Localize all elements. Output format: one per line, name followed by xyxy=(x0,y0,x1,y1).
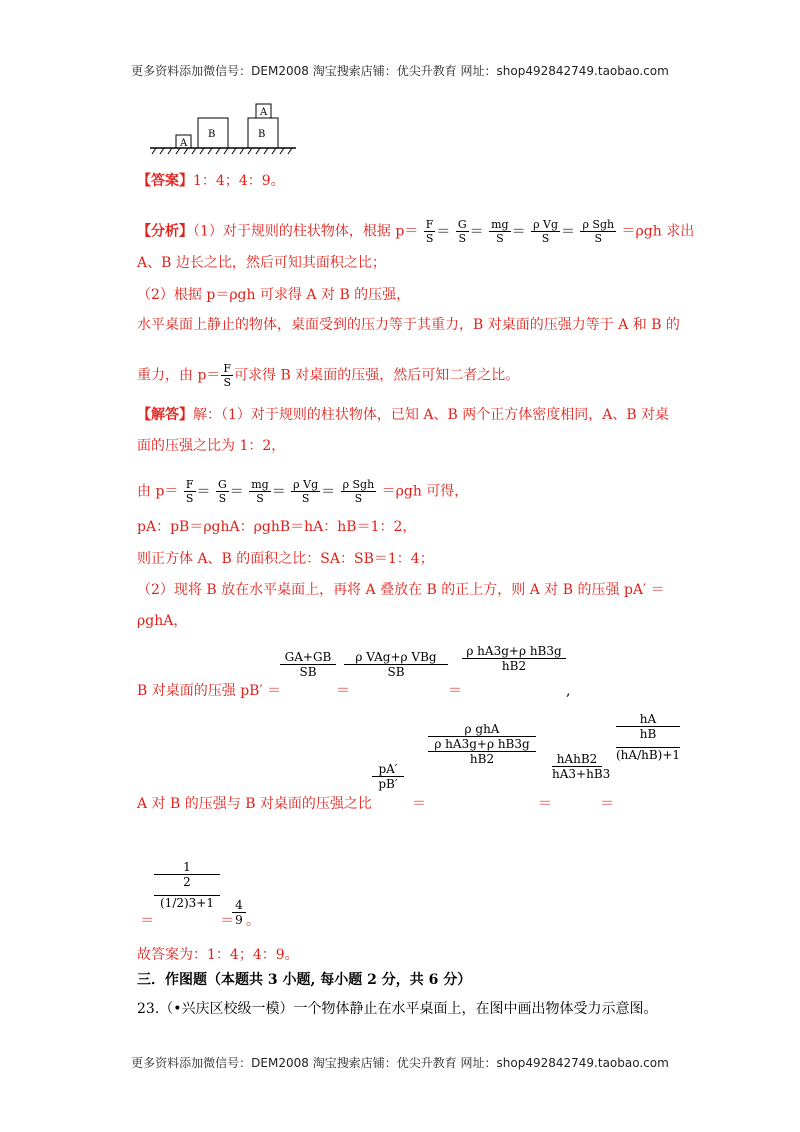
question-23: 23.（•兴庆区校级一模）一个物体静止在水平桌面上，在图中画出物体受力示意图。 xyxy=(137,1001,658,1017)
solution-line-1: 【解答】解：（1）对于规则的柱状物体，已知 A、B 两个正方体密度相同，A、B 对桌 xyxy=(137,407,670,423)
final-answer: 故答案为：1：4；4：9。 xyxy=(137,947,299,963)
answer: 【答案】1：4；4：9。 xyxy=(137,173,285,189)
frac-pa-pb: pA′ pB′ xyxy=(372,762,404,791)
label-b2: B xyxy=(258,129,266,140)
analysis-line-1: 【分析】（1）对于规则的柱状物体，根据 p＝ $\frac{F}{S}$ ＝ $\frac{G}{S}$ ＝ $\frac{mg}{S}$ ＝ $\frac{\text{ρ Vg}}{S}$ ＝ $\frac{\text{ρ Sgh}}{S}$ ＝ρgh 求出 xyxy=(137,218,695,245)
blocks-figure xyxy=(148,100,298,156)
frac-ha-over-hb: hA hB (hA/hB)+1 xyxy=(616,712,681,762)
label-a2: A xyxy=(260,107,268,118)
analysis-line-4: 水平桌面上静止的物体，桌面受到的压力等于其重力，B 对桌面的压强力等于 A 和 B 的 xyxy=(137,317,680,333)
solution-line-7: ρghA， xyxy=(137,613,188,629)
label-b: B xyxy=(208,129,216,140)
label-a: A xyxy=(180,138,188,149)
frac-ha-hb2: hAhB2 hA3+hB3 xyxy=(552,752,611,781)
frac-big: ρ ghA ρ hA3g+ρ hB3g hB2 xyxy=(428,722,536,766)
analysis-line-3: （2）根据 p＝ρgh 可求得 A 对 B 的压强， xyxy=(137,287,411,303)
frac-ga-gb: GA+GB SB xyxy=(280,650,336,679)
frac-rho-h3: ρ hA3g+ρ hB3g hB2 xyxy=(462,644,566,673)
solution-line-6: （2）现将 B 放在水平桌面上，再将 A 叠放在 B 的正上方，则 A 对 B 的压强 pA′ ＝ xyxy=(137,582,665,598)
frac-numeric: 1 2 (1/2)3+1 xyxy=(154,860,220,910)
solution-line-5: 则正方体 A、B 的面积之比：SA：SB＝1：4； xyxy=(137,551,434,567)
solution-line-4: pA：pB＝ρghA：ρghB＝hA：hB＝1：2， xyxy=(137,519,417,535)
solution-line-3: 由 p＝ $\frac{F}{S}$ ＝ $\frac{G}{S}$ ＝ $\frac{mg}{S}$ ＝ $\frac{\text{ρ Vg}}{S}$ ＝ $\frac{\text{ρ Sgh}}{S}$ ＝ρgh 可得， xyxy=(137,478,469,505)
frac-rho-v: ρ VAg+ρ VBg SB xyxy=(344,650,448,679)
analysis-line-2: A、B 边长之比，然后可知其面积之比； xyxy=(137,255,386,271)
solution-line-9: A 对 B 的压强与 B 对桌面的压强之比 xyxy=(137,796,372,812)
frac-4-9: 4 9 xyxy=(232,898,246,927)
solution-line-8: B 对桌面的压强 pB′ ＝ xyxy=(137,683,282,699)
page-footer: 更多资料添加微信号：DEM2008 淘宝搜索店铺：优尖升教育 网址：shop492842749.taobao.com xyxy=(131,1056,669,1070)
page-header: 更多资料添加微信号：DEM2008 淘宝搜索店铺：优尖升教育 网址：shop492842749.taobao.com xyxy=(131,64,669,78)
section-title: 三．作图题（本题共 3 小题, 每小题 2 分，共 6 分） xyxy=(137,972,472,988)
analysis-line-5: 重力，由 p＝ $\frac{F}{S}$ 可求得 B 对桌面的压强，然后可知二者之比。 xyxy=(137,362,520,389)
solution-line-2: 面的压强之比为 1：2， xyxy=(137,438,286,454)
